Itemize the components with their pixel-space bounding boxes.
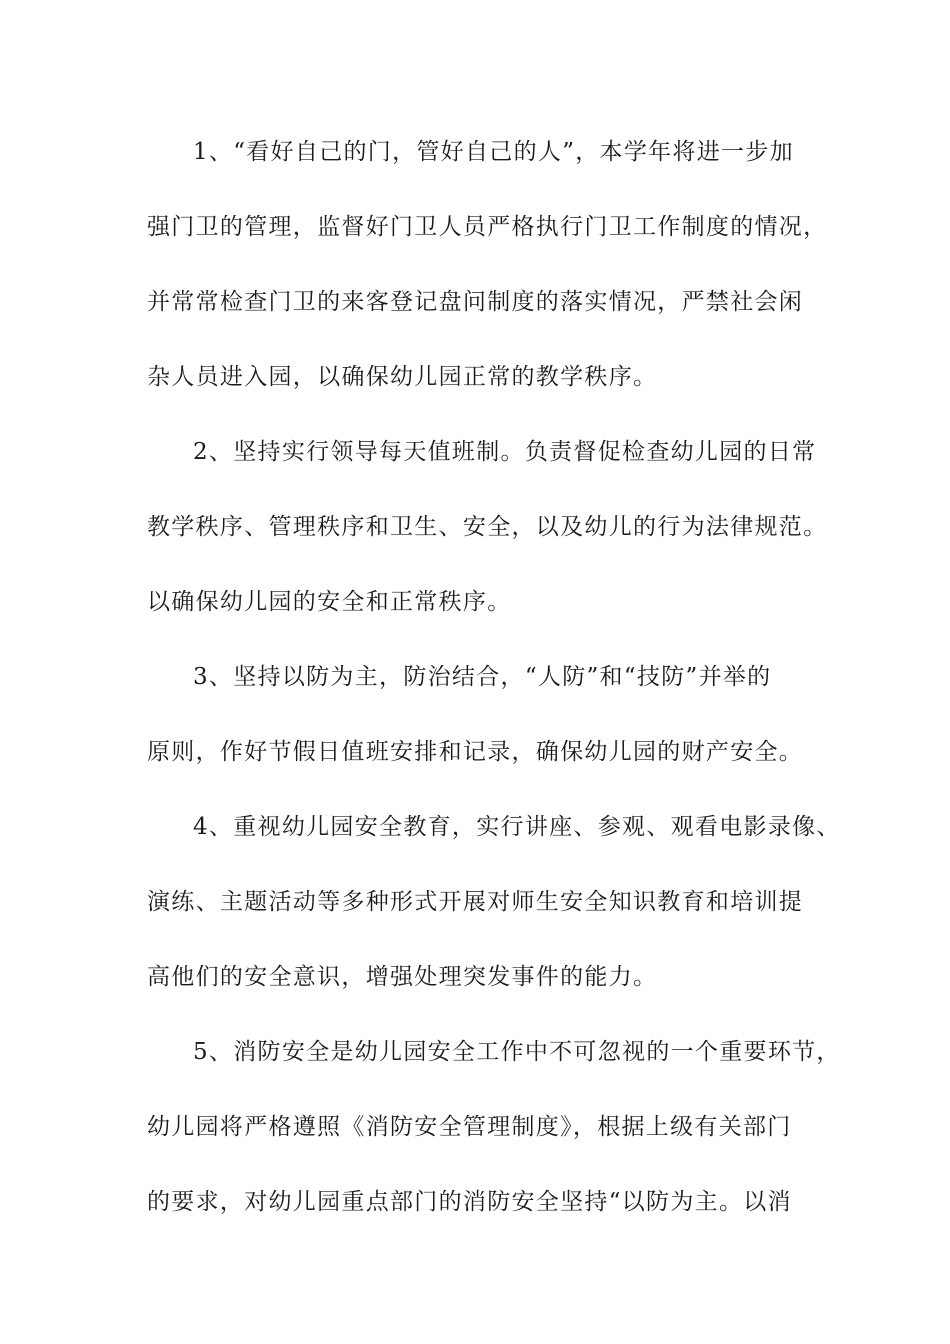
- paragraph-4-line-3: 高他们的安全意识，增强处理突发事件的能力。: [147, 964, 658, 990]
- paragraph-1-line-4: 杂人员进入园，以确保幼儿园正常的教学秩序。: [147, 364, 658, 390]
- paragraph-2-line-2: 教学秩序、管理秩序和卫生、安全，以及幼儿的行为法律规范。: [147, 514, 828, 540]
- paragraph-1-line-1: 1、“看好自己的门，管好自己的人”，本学年将进一步加: [193, 139, 794, 165]
- paragraph-3-line-1: 3、坚持以防为主，防治结合，“人防”和“技防”并举的: [193, 664, 772, 690]
- paragraph-1-line-3: 并常常检查门卫的来客登记盘问制度的落实情况，严禁社会闲: [147, 289, 804, 315]
- paragraph-2-line-1: 2、坚持实行领导每天值班制。负责督促检查幼儿园的日常: [193, 439, 817, 465]
- paragraph-2-line-3: 以确保幼儿园的安全和正常秩序。: [147, 589, 512, 615]
- paragraph-3-line-2: 原则，作好节假日值班安排和记录，确保幼儿园的财产安全。: [147, 739, 804, 765]
- paragraph-4-line-1: 4、重视幼儿园安全教育，实行讲座、参观、观看电影录像、: [193, 814, 841, 840]
- paragraph-4-line-2: 演练、主题活动等多种形式开展对师生安全知识教育和培训提: [147, 889, 804, 915]
- paragraph-5-line-1: 5、消防安全是幼儿园安全工作中不可忽视的一个重要环节，: [193, 1039, 841, 1065]
- paragraph-1-line-2: 强门卫的管理，监督好门卫人员严格执行门卫工作制度的情况，: [147, 214, 828, 240]
- paragraph-5-line-3: 的要求，对幼儿园重点部门的消防安全坚持“以防为主。以消: [147, 1189, 792, 1215]
- paragraph-5-line-2: 幼儿园将严格遵照《消防安全管理制度》，根据上级有关部门: [147, 1114, 792, 1140]
